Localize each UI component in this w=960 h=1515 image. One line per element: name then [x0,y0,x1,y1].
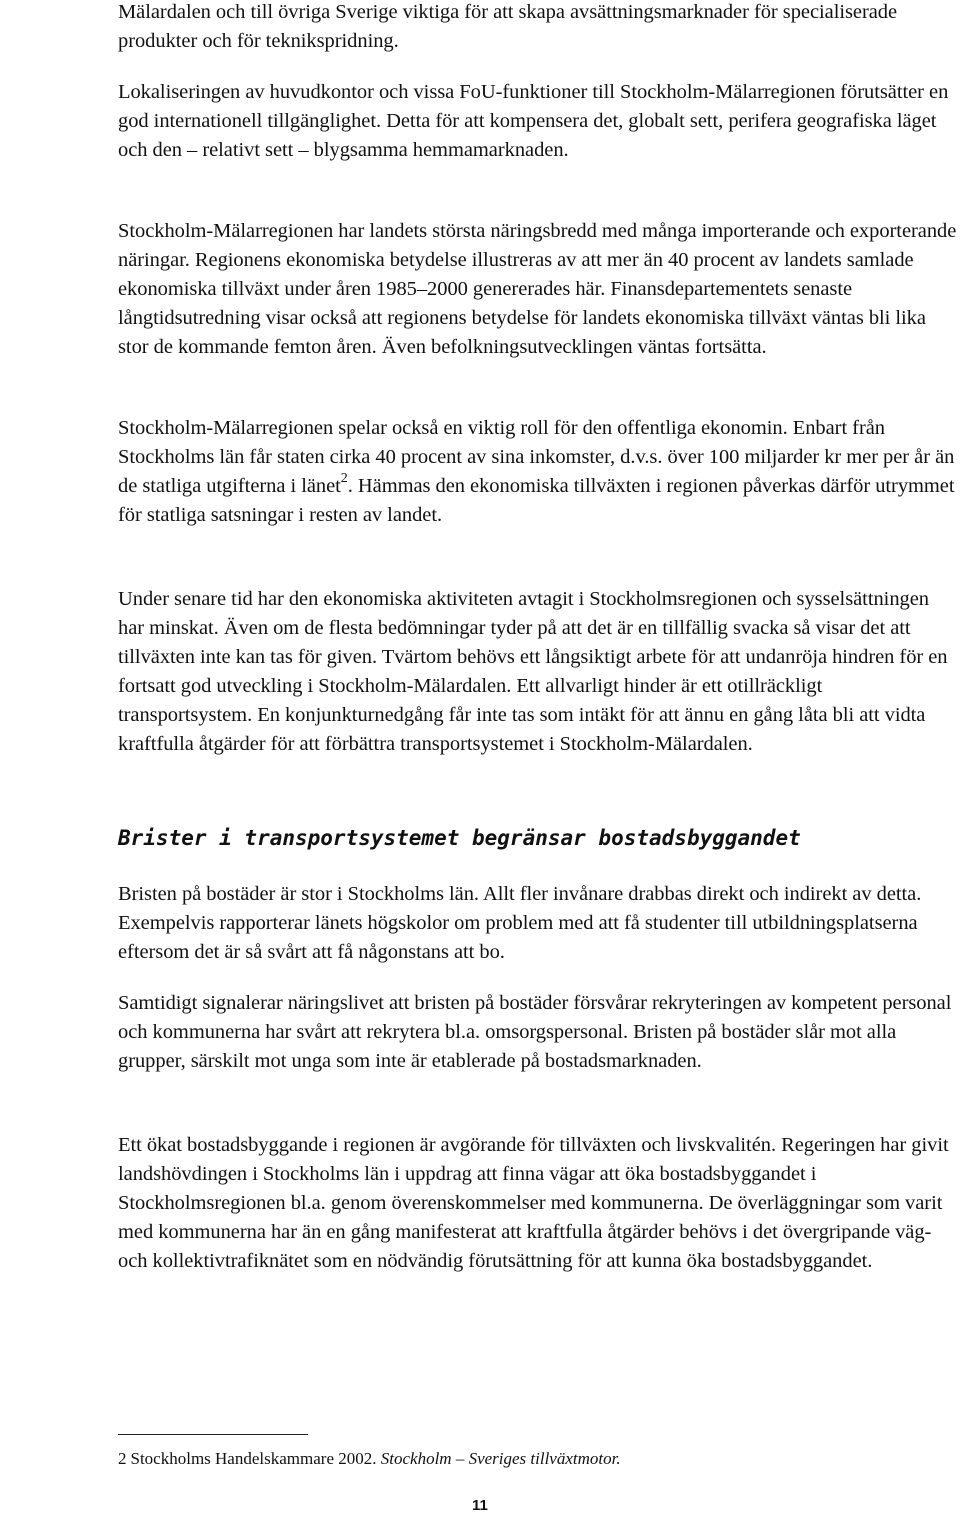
footnote-title: Stockholm – Sveriges tillväxtmotor. [380,1449,621,1468]
paragraph-1: Mälardalen och till övriga Sverige viktiga för att skapa avsättningsmarknader för specialiserade produkter och för teknikspridning. [118,1,898,52]
footnote-marker: 2 [118,1449,127,1468]
paragraph-6: Bristen på bostäder är stor i Stockholms län. Allt fler invånare drabbas direkt och indirekt av detta. Exempelvis rapporterar länets högskolor om problem med att få studenter till utbildningsplatserna eftersom det är så svårt att få någonstans att bo. [118,883,922,963]
paragraph-7: Samtidigt signalerar näringslivet att bristen på bostäder försvårar rekryteringen av kompetent personal och kommunerna har svårt att rekrytera bl.a. omsorgspersonal. Bristen på bostäder slår mot alla grupper, särskilt mot unga som inte är etablerade på bostadsmarknaden. [118,992,952,1072]
footnote-text: Stockholms Handelskammare 2002. [130,1449,381,1468]
section-heading: Brister i transportsystemet begränsar bostadsbyggandet [118,826,801,850]
paragraph-4 [118,414,960,530]
paragraph-3: Stockholm-Mälarregionen har landets största näringsbredd med många importerande och exporterande näringar. Regionens ekonomiska betydelse illustreras av att mer än 40 procent av landets samlade ekonomiska tillväxt under åren 1985–2000 genererades här. Finansdepartementets senaste långtidsutredning visar också att regionens betydelse för landets ekonomiska tillväxt väntas bli lika stor de kommande femton åren. Även befolkningsutvecklingen väntas fortsätta. [118,220,957,358]
footnote-reference: 2 [340,471,348,487]
paragraph-8: Ett ökat bostadsbyggande i regionen är avgörande för tillväxten och livskvalitén. Regeringen har givit landshövdingen i Stockholms län i uppdrag att finna vägar att öka bostadsbyggandet i Stockholmsregionen bl.a. genom överenskommelser med kommunerna. De överläggningar som varit med kommunerna har än en gång manifesterat att kraftfulla åtgärder behövs i det övergripande väg- och kollektivtrafiknätet som en nödvändig förutsättning för att kunna öka bostadsbyggandet. [118,1134,949,1272]
paragraph-4-text-after: . Hämmas den ekonomiska tillväxten i regionen påverkas därför utrymmet för statliga satsningar i resten av landet. [118,475,955,526]
footnote-divider [118,1434,308,1435]
page-number: 11 [472,1497,488,1514]
paragraph-5: Under senare tid har den ekonomiska aktiviteten avtagit i Stockholmsregionen och sysselsättningen har minskat. Även om de flesta bedömningar tyder på att det är en tillfällig svacka så visar det att tillväxten inte kan tas för given. Tvärtom behövs ett långsiktigt arbete för att undanröja hindren för en fortsatt god utveckling i Stockholm-Mälardalen. Ett allvarligt hinder är ett otillräckligt transportsystem. En konjunkturnedgång får inte tas som intäkt för att ännu en gång låta bli att vidta kraftfulla åtgärder för att förbättra transportsystemet i Stockholm-Mälardalen. [118,588,948,755]
footnote [118,1447,621,1471]
paragraph-2: Lokaliseringen av huvudkontor och vissa FoU-funktioner till Stockholm-Mälarregionen förutsätter en god internationell tillgänglighet. Detta för att kompensera det, globalt sett, perifera geografiska läget och den – relativt sett – blygsamma hemmamarknaden. [118,81,949,161]
paragraph-4-text-before: Stockholm-Mälarregionen spelar också en viktig roll för den offentliga ekonomin. Enbart från Stockholms län får staten cirka 40 procent av sina inkomster, d.v.s. över 100 miljarder kr mer per år än de statliga utgifterna i länet [118,417,955,497]
